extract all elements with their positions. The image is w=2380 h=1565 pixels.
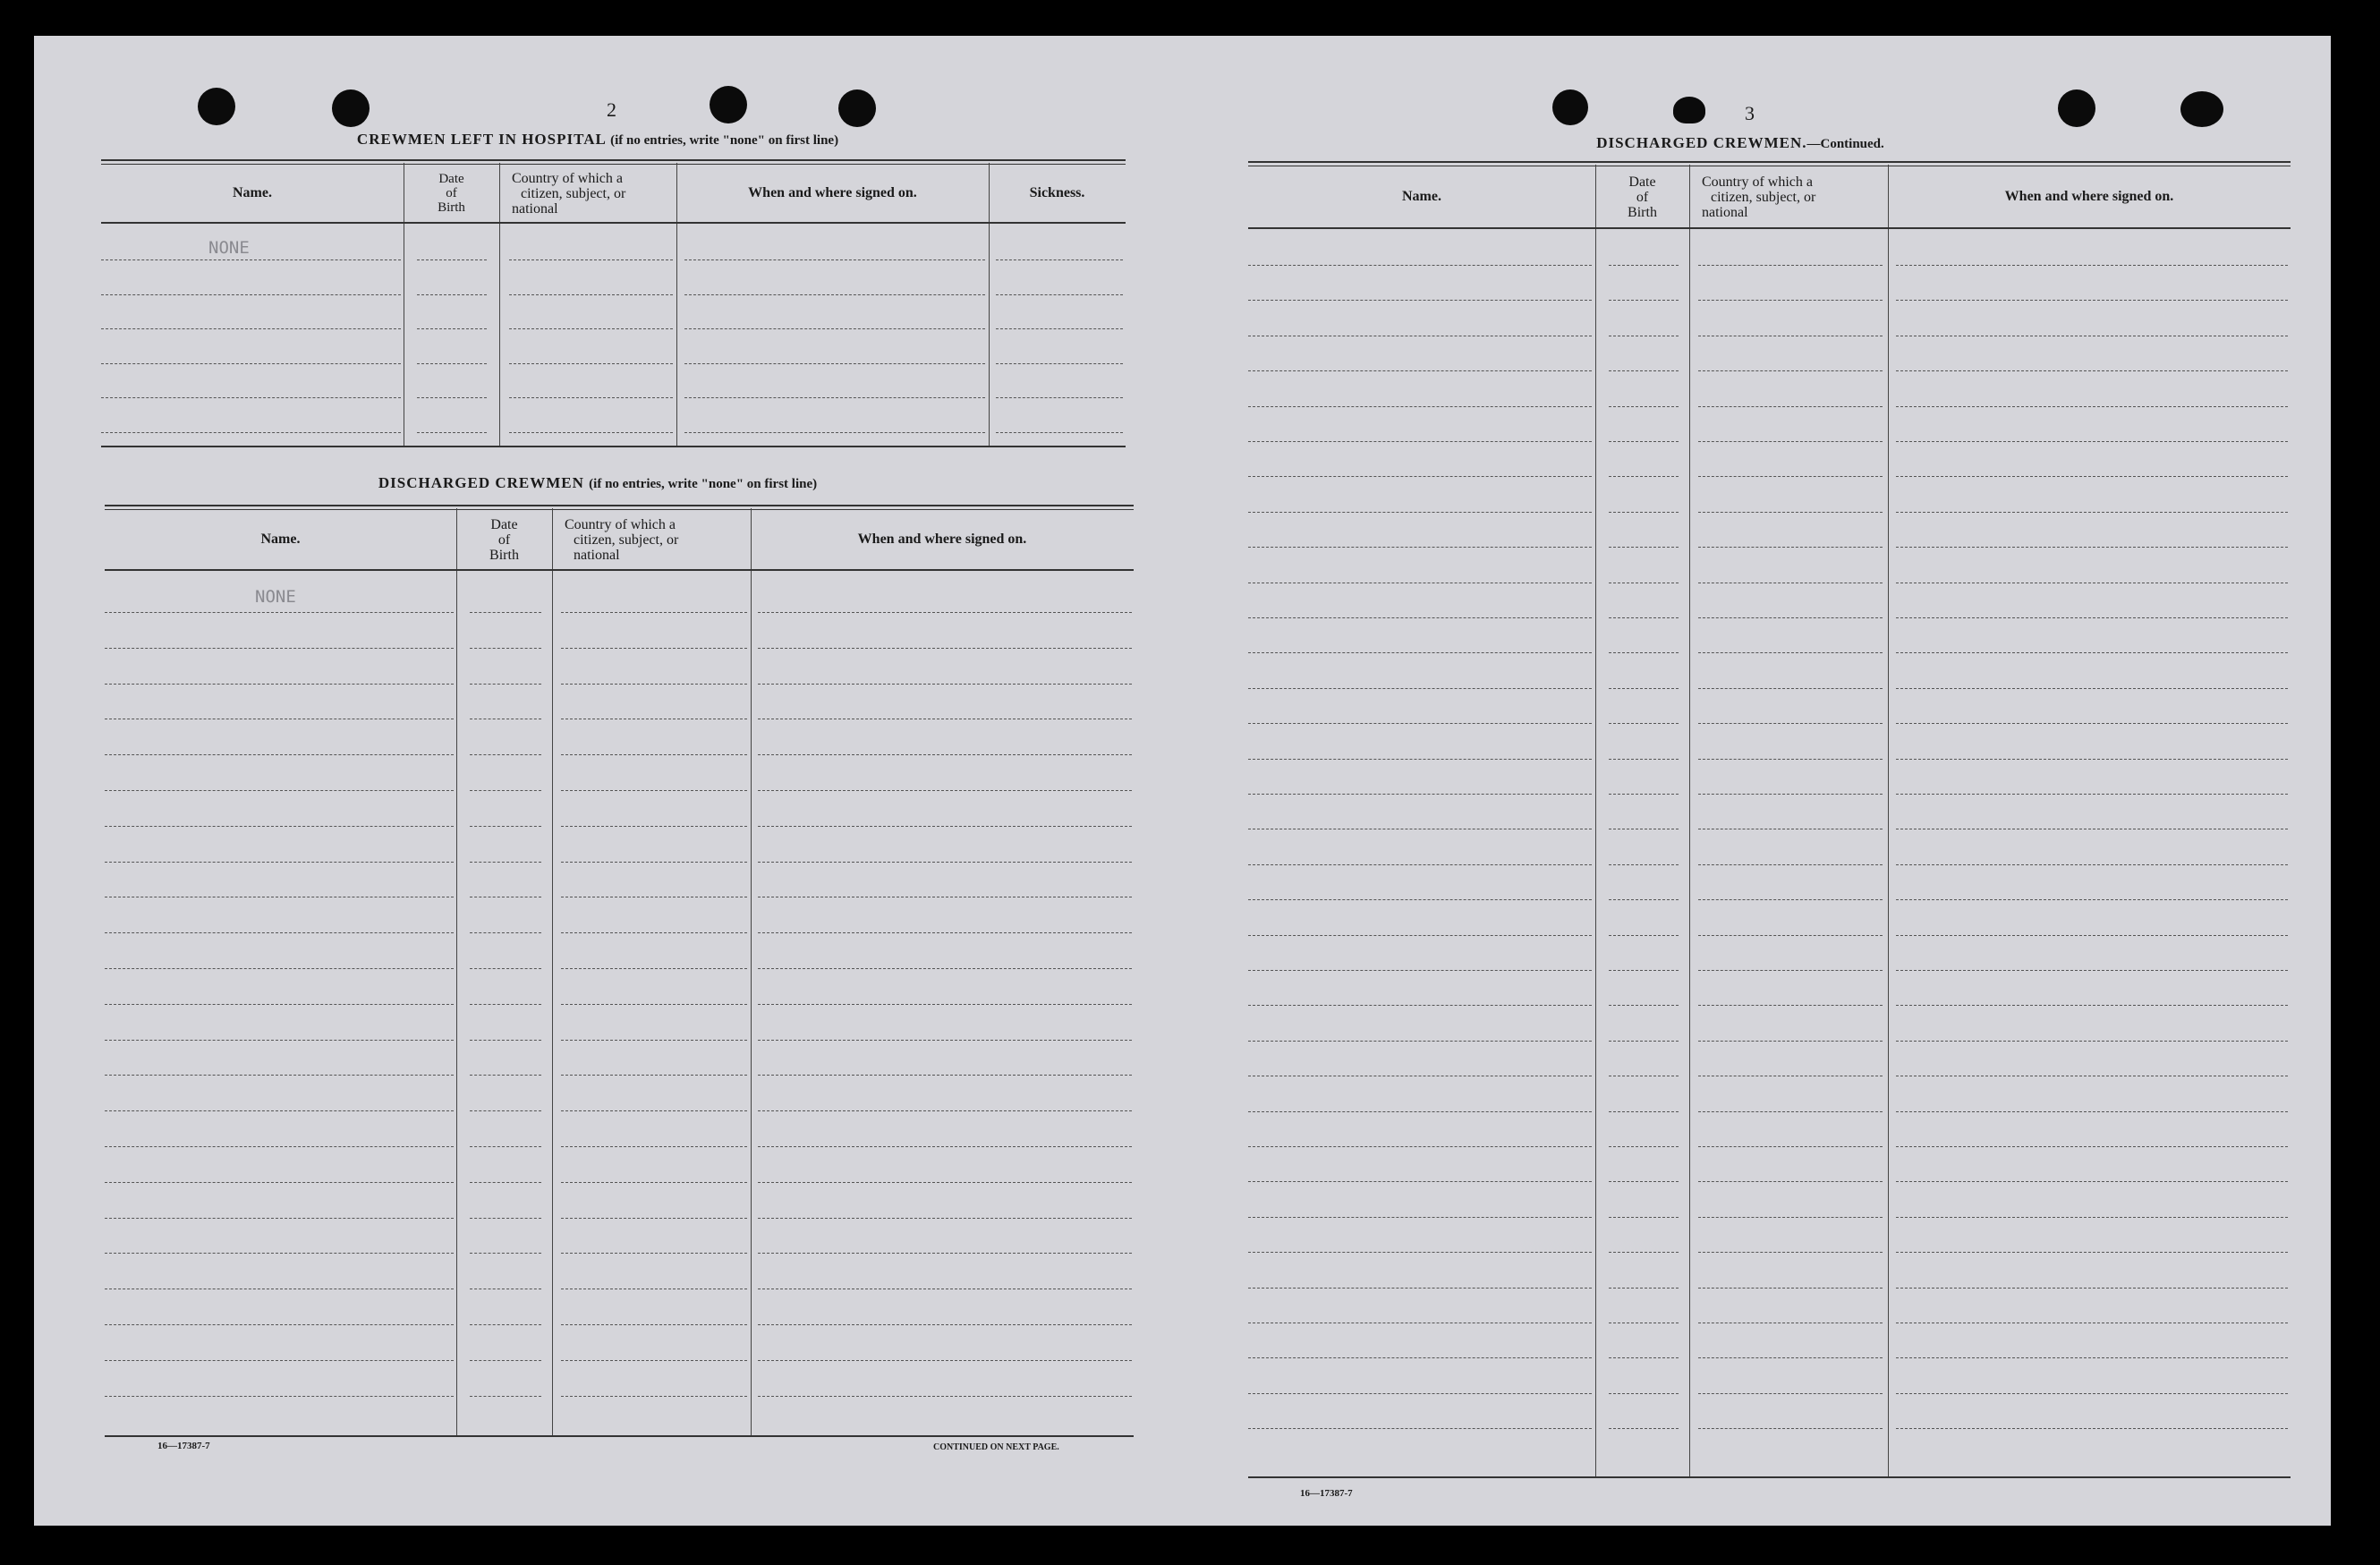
column-header-sickness: Sickness.	[1029, 185, 1085, 200]
column-header-country: Country of which a citizen, subject, or national	[512, 170, 626, 217]
left-page	[34, 36, 1208, 1526]
form-number: 16—17387-7	[1300, 1488, 1353, 1499]
discharged-continued-table	[1248, 161, 2291, 1476]
punch-hole	[1552, 89, 1588, 125]
punch-hole	[332, 89, 370, 127]
discharged-continued-title: DISCHARGED CREWMEN.—Continued.	[1596, 134, 1884, 151]
column-header-country: Country of which a citizen, subject, or national	[1702, 174, 1816, 220]
hospital-table	[101, 159, 1126, 446]
right-page	[1186, 36, 2331, 1526]
column-header-date-of-birth: Date of Birth	[438, 172, 465, 215]
page-number: 3	[1745, 102, 1755, 124]
column-header-when-where: When and where signed on.	[857, 532, 1027, 547]
discharged-section-title: DISCHARGED CREWMEN (if no entries, write "none" on first line)	[378, 474, 818, 491]
form-number: 16—17387-7	[157, 1441, 210, 1451]
discharged-table	[105, 505, 1134, 1435]
column-header-name: Name.	[260, 532, 301, 547]
column-header-when-where: When and where signed on.	[748, 185, 917, 200]
hospital-first-entry: NONE	[208, 238, 250, 258]
discharged-first-entry: NONE	[255, 587, 296, 607]
punch-hole	[198, 88, 235, 125]
column-header-name: Name.	[233, 185, 272, 200]
column-header-country: Country of which a citizen, subject, or national	[565, 516, 679, 563]
column-header-date-of-birth: Date of Birth	[1628, 174, 1657, 220]
hospital-section-title: CREWMEN LEFT IN HOSPITAL (if no entries, write "none" on first line)	[356, 131, 839, 148]
column-header-date-of-birth: Date of Birth	[489, 516, 519, 563]
column-header-when-where: When and where signed on.	[2004, 189, 2174, 204]
punch-hole	[1673, 97, 1705, 123]
continued-note: CONTINUED ON NEXT PAGE.	[933, 1442, 1059, 1452]
punch-hole	[710, 86, 747, 123]
page-number: 2	[607, 98, 616, 121]
punch-hole	[2180, 91, 2223, 127]
punch-hole	[2058, 89, 2095, 127]
column-header-name: Name.	[1402, 189, 1441, 204]
punch-hole	[838, 89, 876, 127]
